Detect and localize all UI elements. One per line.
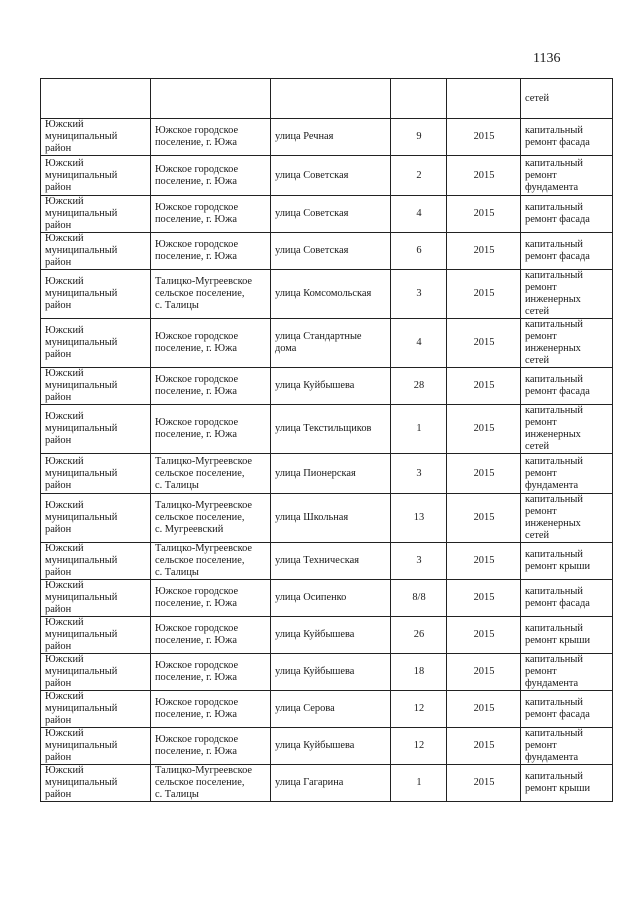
work-type-cell xyxy=(521,405,613,454)
year-cell xyxy=(447,405,521,454)
year-cell xyxy=(447,543,521,580)
settlement-cell-text: Южское городское поселение, г. Южа xyxy=(155,734,239,757)
street-cell xyxy=(271,494,391,543)
settlement-cell xyxy=(151,494,271,543)
street-cell-text: улица Советская xyxy=(275,208,349,219)
district-cell xyxy=(41,233,151,270)
house-number-cell xyxy=(391,543,447,580)
year-cell-text: 2015 xyxy=(473,380,495,391)
settlement-cell-text: Талицко-Мугреевское сельское поселение, с. Талицы xyxy=(155,276,253,311)
house-number-cell-text: 3 xyxy=(416,288,422,299)
house-number-cell-text: 3 xyxy=(416,555,422,566)
work-type-cell-text: капитальный ремонт фундамента xyxy=(525,455,583,491)
settlement-cell-text: Южское городское поселение, г. Южа xyxy=(155,125,239,148)
year-cell-text: 2015 xyxy=(473,208,495,219)
house-number-cell xyxy=(391,196,447,233)
table-row xyxy=(41,319,613,368)
work-type-cell xyxy=(521,691,613,728)
street-cell xyxy=(271,765,391,802)
district-cell xyxy=(41,728,151,765)
house-number-cell xyxy=(391,494,447,543)
district-cell xyxy=(41,270,151,319)
work-type-cell xyxy=(521,270,613,319)
table-body xyxy=(41,79,613,802)
settlement-cell xyxy=(151,691,271,728)
work-type-cell-text: капитальный ремонт инженерных сетей xyxy=(525,494,583,541)
year-cell xyxy=(447,617,521,654)
settlement-cell xyxy=(151,405,271,454)
district-cell xyxy=(41,319,151,368)
work-type-cell-text: капитальный ремонт фасада xyxy=(525,697,590,720)
house-number-cell xyxy=(391,156,447,196)
house-number-cell xyxy=(391,368,447,405)
year-cell xyxy=(447,765,521,802)
street-cell-text: улица Куйбышева xyxy=(275,740,355,751)
house-number-cell-text: 2 xyxy=(416,169,422,181)
district-cell-text: Южский муниципальный район xyxy=(45,119,118,154)
work-type-cell-text: капитальный ремонт крыши xyxy=(525,771,591,794)
table-row xyxy=(41,79,613,119)
work-type-cell xyxy=(521,654,613,691)
street-cell-text: улица Техническая xyxy=(275,555,359,566)
district-cell-text: Южский муниципальный район xyxy=(45,196,118,231)
street-cell-text: улица Осипенко xyxy=(275,592,347,603)
work-type-cell-text: сетей xyxy=(525,92,550,104)
street-cell-text: улица Речная xyxy=(275,131,334,142)
house-number-cell-text: 12 xyxy=(413,703,425,714)
work-type-cell-text: капитальный ремонт фасада xyxy=(525,239,590,262)
district-cell xyxy=(41,580,151,617)
house-number-cell xyxy=(391,270,447,319)
settlement-cell xyxy=(151,319,271,368)
street-cell-text: улица Куйбышева xyxy=(275,666,355,677)
year-cell xyxy=(447,654,521,691)
district-cell-text: Южский муниципальный район xyxy=(45,233,118,268)
settlement-cell-text: Южское городское поселение, г. Южа xyxy=(155,660,239,683)
settlement-cell xyxy=(151,79,271,119)
street-cell-text: улица Стандартные дома xyxy=(275,331,362,354)
settlement-cell xyxy=(151,119,271,156)
settlement-cell xyxy=(151,580,271,617)
table-row xyxy=(41,765,613,802)
year-cell xyxy=(447,728,521,765)
settlement-cell xyxy=(151,543,271,580)
house-number-cell-text: 18 xyxy=(413,666,425,677)
work-type-cell xyxy=(521,617,613,654)
settlement-cell-text: Южское городское поселение, г. Южа xyxy=(155,697,239,720)
table-row xyxy=(41,405,613,454)
year-cell xyxy=(447,580,521,617)
work-type-cell-text: капитальный ремонт фундамента xyxy=(525,654,583,689)
work-type-cell-text: капитальный ремонт фасада xyxy=(525,202,590,225)
table-row xyxy=(41,580,613,617)
settlement-cell-text: Талицко-Мугреевское сельское поселение, с. Талицы xyxy=(155,765,253,800)
house-number-cell-text: 8/8 xyxy=(412,592,426,603)
table-row xyxy=(41,156,613,196)
district-cell-text: Южский муниципальный район xyxy=(45,157,118,193)
street-cell xyxy=(271,156,391,196)
work-type-cell-text: капитальный ремонт инженерных сетей xyxy=(525,270,583,317)
year-cell xyxy=(447,319,521,368)
work-type-cell-text: капитальный ремонт крыши xyxy=(525,549,591,572)
house-number-cell-text: 13 xyxy=(413,512,425,523)
district-cell-text: Южский муниципальный район xyxy=(45,543,118,578)
table-row xyxy=(41,454,613,494)
year-cell xyxy=(447,119,521,156)
table-row xyxy=(41,654,613,691)
district-cell xyxy=(41,368,151,405)
street-cell xyxy=(271,119,391,156)
street-cell xyxy=(271,270,391,319)
table-row xyxy=(41,270,613,319)
year-cell-text: 2015 xyxy=(473,288,495,299)
settlement-cell xyxy=(151,654,271,691)
year-cell-text: 2015 xyxy=(473,629,495,640)
table-row xyxy=(41,119,613,156)
district-cell-text: Южский муниципальный район xyxy=(45,580,118,615)
district-cell-text: Южский муниципальный район xyxy=(45,276,118,311)
district-cell xyxy=(41,765,151,802)
district-cell-text: Южский муниципальный район xyxy=(45,654,118,689)
table-row xyxy=(41,691,613,728)
settlement-cell-text: Южское городское поселение, г. Южа xyxy=(155,202,239,225)
house-number-cell xyxy=(391,405,447,454)
street-cell-text: улица Куйбышева xyxy=(275,380,355,391)
work-type-cell xyxy=(521,580,613,617)
work-type-cell-text: капитальный ремонт фасада xyxy=(525,374,590,397)
work-type-cell xyxy=(521,543,613,580)
house-number-cell-text: 4 xyxy=(416,337,422,348)
house-number-cell-text: 28 xyxy=(413,380,425,391)
street-cell xyxy=(271,617,391,654)
year-cell-text: 2015 xyxy=(473,423,495,434)
work-type-cell xyxy=(521,494,613,543)
street-cell-text: улица Гагарина xyxy=(275,777,344,788)
work-type-cell xyxy=(521,728,613,765)
settlement-cell xyxy=(151,728,271,765)
district-cell-text: Южский муниципальный район xyxy=(45,455,118,491)
house-number-cell xyxy=(391,654,447,691)
street-cell xyxy=(271,580,391,617)
table-row xyxy=(41,196,613,233)
year-cell xyxy=(447,79,521,119)
district-cell-text: Южский муниципальный район xyxy=(45,617,118,652)
district-cell xyxy=(41,119,151,156)
year-cell xyxy=(447,691,521,728)
house-number-cell-text: 9 xyxy=(416,131,422,142)
year-cell-text: 2015 xyxy=(473,467,495,479)
street-cell xyxy=(271,454,391,494)
table-row xyxy=(41,728,613,765)
house-number-cell-text: 3 xyxy=(416,467,422,479)
street-cell-text: улица Пионерская xyxy=(275,467,356,479)
street-cell-text: улица Текстильщиков xyxy=(275,423,372,434)
table-row xyxy=(41,368,613,405)
district-cell xyxy=(41,454,151,494)
year-cell xyxy=(447,368,521,405)
settlement-cell xyxy=(151,454,271,494)
district-cell-text: Южский муниципальный район xyxy=(45,500,118,535)
work-type-cell-text: капитальный ремонт крыши xyxy=(525,623,591,646)
work-type-cell xyxy=(521,454,613,494)
settlement-cell-text: Южское городское поселение, г. Южа xyxy=(155,239,239,262)
work-type-cell xyxy=(521,156,613,196)
settlement-cell xyxy=(151,156,271,196)
house-number-cell xyxy=(391,728,447,765)
year-cell-text: 2015 xyxy=(473,169,495,181)
year-cell-text: 2015 xyxy=(473,777,495,788)
year-cell xyxy=(447,156,521,196)
table-row xyxy=(41,233,613,270)
house-number-cell-text: 4 xyxy=(416,208,422,219)
settlement-cell-text: Южское городское поселение, г. Южа xyxy=(155,331,239,354)
street-cell-text: улица Куйбышева xyxy=(275,629,355,640)
work-type-cell xyxy=(521,233,613,270)
street-cell xyxy=(271,405,391,454)
table-row xyxy=(41,494,613,543)
district-cell-text: Южский муниципальный район xyxy=(45,765,118,800)
house-number-cell xyxy=(391,454,447,494)
district-cell-text: Южский муниципальный район xyxy=(45,691,118,726)
district-cell xyxy=(41,543,151,580)
street-cell xyxy=(271,368,391,405)
settlement-cell-text: Южское городское поселение, г. Южа xyxy=(155,374,239,397)
street-cell-text: улица Комсомольская xyxy=(275,288,372,299)
settlement-cell xyxy=(151,270,271,319)
house-number-cell xyxy=(391,119,447,156)
year-cell xyxy=(447,454,521,494)
work-type-cell xyxy=(521,79,613,119)
street-cell xyxy=(271,543,391,580)
district-cell-text: Южский муниципальный район xyxy=(45,728,118,763)
street-cell-text: улица Советская xyxy=(275,169,349,181)
district-cell-text: Южский муниципальный район xyxy=(45,368,118,403)
year-cell xyxy=(447,270,521,319)
settlement-cell-text: Талицко-Мугреевское сельское поселение, с. Талицы xyxy=(155,455,253,491)
year-cell-text: 2015 xyxy=(473,555,495,566)
work-type-cell-text: капитальный ремонт фасада xyxy=(525,586,590,609)
house-number-cell-text: 12 xyxy=(413,740,425,751)
page-number: 1136 xyxy=(533,51,561,66)
work-type-cell-text: капитальный ремонт инженерных сетей xyxy=(525,319,583,366)
work-type-cell-text: капитальный ремонт фундамента xyxy=(525,728,583,763)
street-cell-text: улица Советская xyxy=(275,245,349,256)
house-number-cell xyxy=(391,319,447,368)
street-cell xyxy=(271,728,391,765)
settlement-cell-text: Южское городское поселение, г. Южа xyxy=(155,417,239,440)
street-cell xyxy=(271,691,391,728)
district-cell xyxy=(41,405,151,454)
district-cell-text: Южский муниципальный район xyxy=(45,325,118,360)
house-number-cell-text: 1 xyxy=(416,777,422,788)
work-type-cell-text: капитальный ремонт инженерных сетей xyxy=(525,405,583,452)
year-cell-text: 2015 xyxy=(473,740,495,751)
work-type-cell xyxy=(521,368,613,405)
year-cell xyxy=(447,196,521,233)
year-cell xyxy=(447,233,521,270)
house-number-cell xyxy=(391,233,447,270)
year-cell-text: 2015 xyxy=(473,245,495,256)
settlement-cell xyxy=(151,233,271,270)
street-cell-text: улица Серова xyxy=(275,703,335,714)
settlement-cell-text: Южское городское поселение, г. Южа xyxy=(155,586,239,609)
year-cell-text: 2015 xyxy=(473,703,495,714)
district-cell xyxy=(41,617,151,654)
district-cell xyxy=(41,196,151,233)
street-cell xyxy=(271,654,391,691)
house-number-cell-text: 26 xyxy=(413,629,425,640)
street-cell xyxy=(271,319,391,368)
house-number-cell xyxy=(391,580,447,617)
year-cell-text: 2015 xyxy=(473,666,495,677)
street-cell xyxy=(271,79,391,119)
district-cell xyxy=(41,691,151,728)
house-number-cell-text: 6 xyxy=(416,245,422,256)
street-cell-text: улица Школьная xyxy=(275,512,349,523)
year-cell-text: 2015 xyxy=(473,131,495,142)
district-cell xyxy=(41,654,151,691)
year-cell-text: 2015 xyxy=(473,337,495,348)
work-type-cell xyxy=(521,196,613,233)
district-cell xyxy=(41,156,151,196)
settlement-cell xyxy=(151,617,271,654)
settlement-cell xyxy=(151,368,271,405)
house-number-cell xyxy=(391,617,447,654)
district-cell xyxy=(41,79,151,119)
work-type-cell-text: капитальный ремонт фундамента xyxy=(525,157,583,193)
settlement-cell-text: Южское городское поселение, г. Южа xyxy=(155,163,239,187)
house-number-cell-text: 1 xyxy=(416,423,422,434)
settlement-cell-text: Южское городское поселение, г. Южа xyxy=(155,623,239,646)
settlement-cell xyxy=(151,196,271,233)
settlement-cell-text: Талицко-Мугреевское сельское поселение, с. Талицы xyxy=(155,543,253,578)
table-row xyxy=(41,617,613,654)
district-cell-text: Южский муниципальный район xyxy=(45,411,118,446)
work-type-cell-text: капитальный ремонт фасада xyxy=(525,125,590,148)
year-cell xyxy=(447,494,521,543)
work-type-cell xyxy=(521,319,613,368)
house-number-cell xyxy=(391,79,447,119)
housing-repair-table xyxy=(40,78,613,802)
house-number-cell xyxy=(391,765,447,802)
settlement-cell-text: Талицко-Мугреевское сельское поселение, с. Мугреевский xyxy=(155,500,253,535)
work-type-cell xyxy=(521,119,613,156)
street-cell xyxy=(271,196,391,233)
district-cell xyxy=(41,494,151,543)
year-cell-text: 2015 xyxy=(473,592,495,603)
year-cell-text: 2015 xyxy=(473,512,495,523)
work-type-cell xyxy=(521,765,613,802)
settlement-cell xyxy=(151,765,271,802)
house-number-cell xyxy=(391,691,447,728)
table-row xyxy=(41,543,613,580)
street-cell xyxy=(271,233,391,270)
